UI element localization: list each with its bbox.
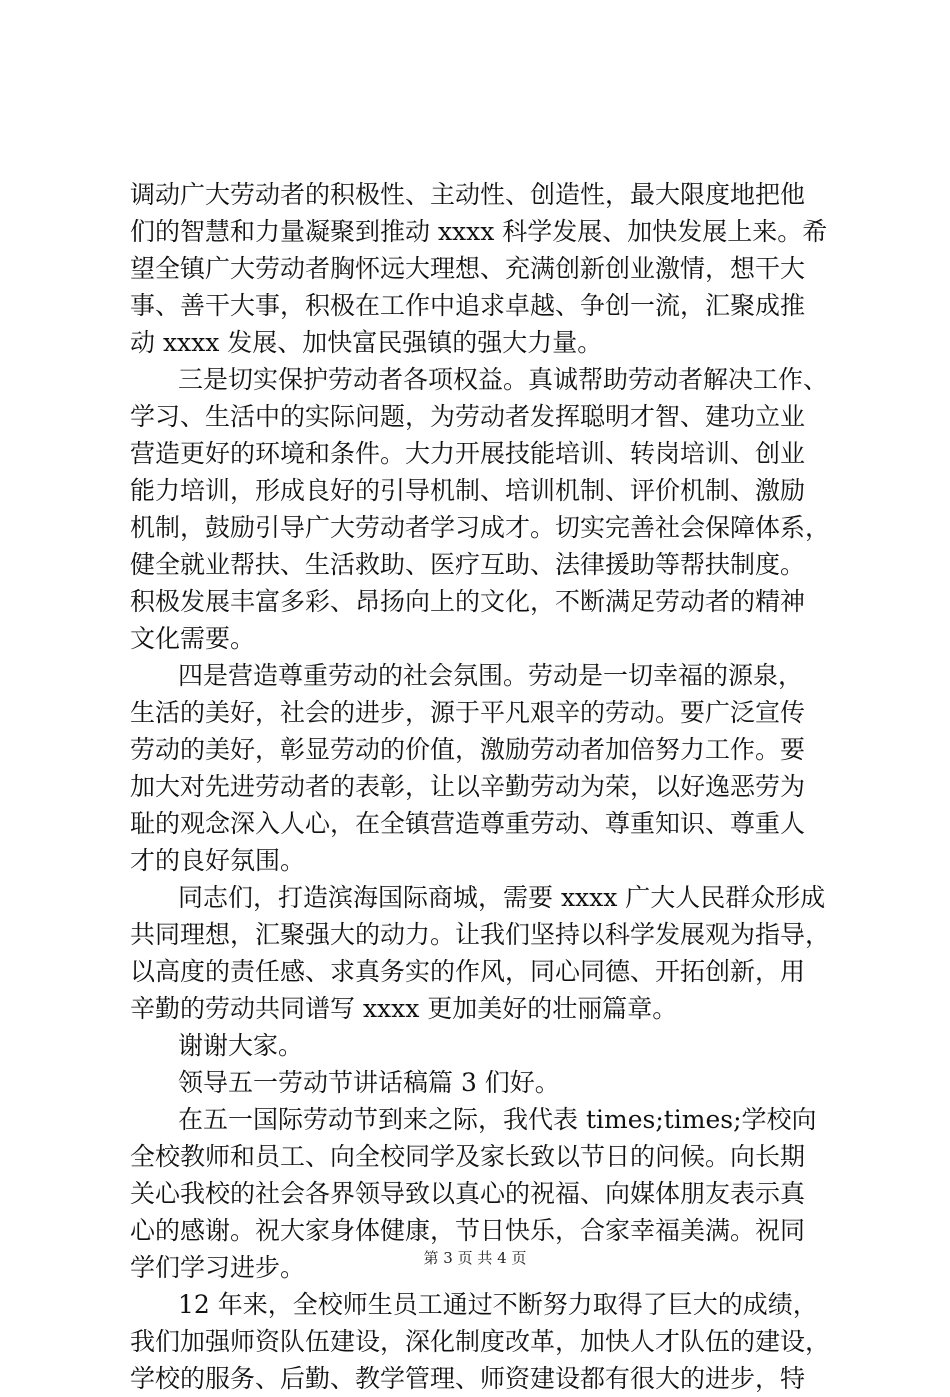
text-line: 在五一国际劳动节到来之际，我代表 times;times;学校向 [178,1105,817,1134]
text-line: 劳动的美好，彰显劳动的价值，激励劳动者加倍努力工作。要 [130,735,806,764]
text-line: 12 年来，全校师生员工通过不断努力取得了巨大的成绩， [178,1290,818,1319]
text-line: 三是切实保护劳动者各项权益。真诚帮助劳动者解决工作、 [178,365,829,394]
paragraph [130,1286,830,1397]
text-line: 心的感谢。祝大家身体健康，节日快乐，合家幸福美满。祝同 [130,1216,806,1245]
text-line: 辛勤的劳动共同谱写 xxxx 更加美好的壮丽篇章。 [130,994,678,1023]
text-line: 生活的美好，社会的进步，源于平凡艰辛的劳动。要广泛宣传 [130,698,806,727]
text-line: 健全就业帮扶、生活救助、医疗互助、法律援助等帮扶制度。 [130,550,806,579]
text-line: 调动广大劳动者的积极性、主动性、创造性，最大限度地把他 [130,180,806,209]
document-body [130,176,830,1397]
text-line: 加大对先进劳动者的表彰，让以辛勤劳动为荣，以好逸恶劳为 [130,772,806,801]
text-line: 积极发展丰富多彩、昂扬向上的文化，不断满足劳动者的精神 [130,587,806,616]
text-line: 学校的服务、后勤、教学管理、师资建设都有很大的进步，特 [130,1364,806,1393]
text-line: 我们加强师资队伍建设，深化制度改革，加快人才队伍的建设， [130,1327,830,1356]
text-line: 能力培训，形成良好的引导机制、培训机制、评价机制、激励 [130,476,806,505]
text-line: 以高度的责任感、求真务实的作风，同心同德、开拓创新，用 [130,957,806,986]
text-line: 关心我校的社会各界领导致以真心的祝福、向媒体朋友表示真 [130,1179,806,1208]
text-line: 学习、生活中的实际问题，为劳动者发挥聪明才智、建功立业 [130,402,806,431]
text-line: 才的良好氛围。 [130,846,306,875]
page-footer: 第 3 页 共 4 页 [423,1249,527,1267]
text-line: 事、善干大事，积极在工作中追求卓越、争创一流，汇聚成推 [130,291,806,320]
paragraph [130,657,830,879]
text-line: 四是营造尊重劳动的社会氛围。劳动是一切幸福的源泉， [178,661,804,690]
paragraph [130,361,830,657]
text-line: 全校教师和员工、向全校同学及家长致以节日的问候。向长期 [130,1142,806,1171]
text-line: 耻的观念深入人心，在全镇营造尊重劳动、尊重知识、尊重人 [130,809,806,838]
text-line: 们的智慧和力量凝聚到推动 xxxx 科学发展、加快发展上来。希 [130,217,828,246]
text-line: 领导五一劳动节讲话稿篇 3 们好。 [178,1068,560,1097]
text-line: 学们学习进步。 [130,1253,306,1282]
text-line: 谢谢大家。 [178,1031,304,1060]
text-line: 同志们，打造滨海国际商城，需要 xxxx 广大人民群众形成 [178,883,826,912]
paragraph [130,879,830,1027]
text-line: 机制，鼓励引导广大劳动者学习成才。切实完善社会保障体系， [130,513,830,542]
text-line: 望全镇广大劳动者胸怀远大理想、充满创新创业激情，想干大 [130,254,806,283]
text-line: 共同理想，汇聚强大的动力。让我们坚持以科学发展观为指导， [130,920,830,949]
text-line: 文化需要。 [130,624,256,653]
text-line: 动 xxxx 发展、加快富民强镇的强大力量。 [130,328,603,357]
text-line: 营造更好的环境和条件。大力开展技能培训、转岗培训、创业 [130,439,806,468]
paragraph [130,176,830,361]
paragraph [130,1064,830,1101]
paragraph [130,1027,830,1064]
